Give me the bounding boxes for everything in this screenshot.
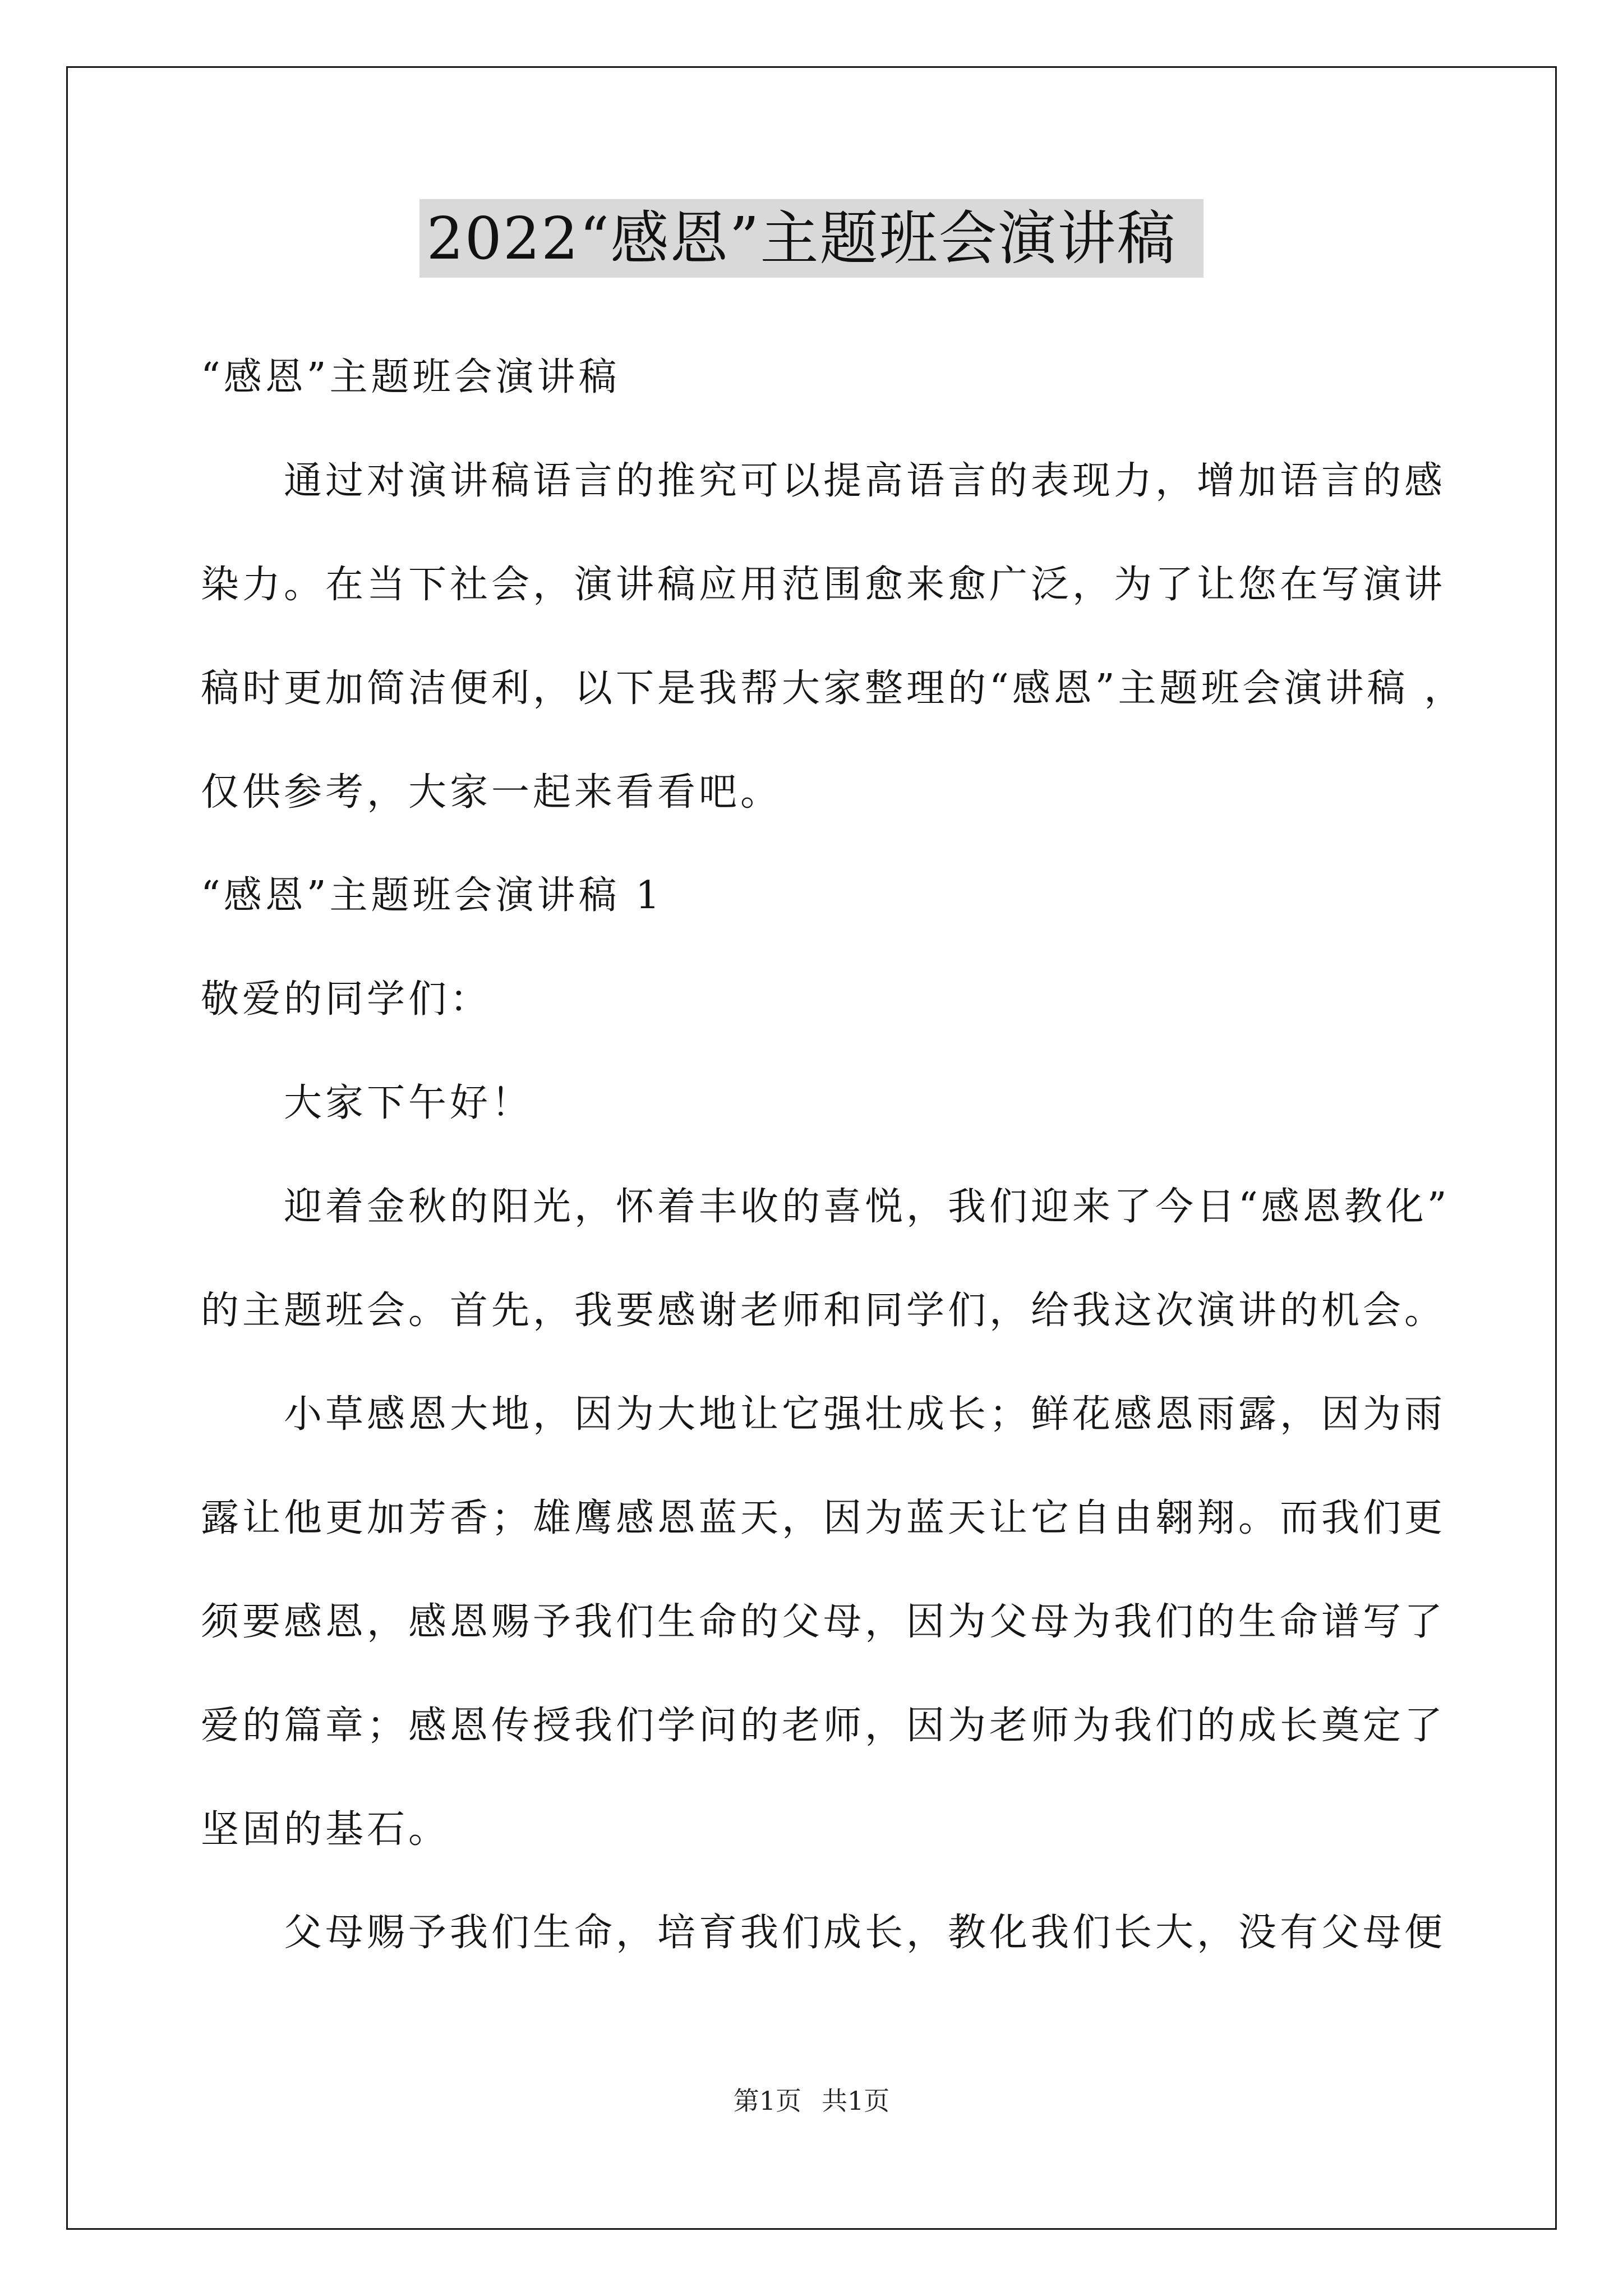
- document-title: 2022“感恩”主题班会演讲稿: [419, 199, 1203, 278]
- greeting-line: 大家下午好！: [201, 1081, 533, 1125]
- page-number-total: 共1页: [822, 2086, 890, 2116]
- paragraph-line: 爱的篇章；感恩传授我们学问的老师，因为老师为我们的成长奠定了: [201, 1704, 1446, 1748]
- paragraph-line: 染力。在当下社会，演讲稿应用范围愈来愈广泛，为了让您在写演讲: [201, 563, 1446, 607]
- paragraph-line: 小草感恩大地，因为大地让它强壮成长；鲜花感恩雨露，因为雨: [201, 1392, 1446, 1437]
- paragraph-line: 仅供参考，大家一起来看看吧。: [201, 770, 782, 815]
- paragraph-line: 父母赐予我们生命，培育我们成长，教化我们长大，没有父母便: [201, 1911, 1446, 1955]
- paragraph-line: 露让他更加芳香；雄鹰感恩蓝天，因为蓝天让它自由翱翔。而我们更: [201, 1496, 1446, 1540]
- paragraph-line: 的主题班会。首先，我要感谢老师和同学们，给我这次演讲的机会。: [201, 1289, 1446, 1333]
- title-container: [0, 199, 1623, 278]
- paragraph-line: 坚固的基石。: [201, 1807, 450, 1852]
- subtitle-line: “感恩”主题班会演讲稿: [201, 355, 620, 399]
- paragraph-line: 通过对演讲稿语言的推究可以提高语言的表现力，增加语言的感: [201, 459, 1446, 503]
- page-number-current: 第1页: [733, 2086, 801, 2116]
- paragraph-line: 稿时更加简洁便利，以下是我帮大家整理的“感恩”主题班会演讲稿 ，: [201, 666, 1466, 711]
- page-footer: [0, 2084, 1623, 2118]
- paragraph-line: 须要感恩，感恩赐予我们生命的父母，因为父母为我们的生命谱写了: [201, 1600, 1446, 1644]
- paragraph-line: 迎着金秋的阳光，怀着丰收的喜悦，我们迎来了今日“感恩教化”: [201, 1185, 1450, 1229]
- section-heading: “感恩”主题班会演讲稿 1: [201, 873, 663, 918]
- salutation-line: 敬爱的同学们：: [201, 977, 492, 1022]
